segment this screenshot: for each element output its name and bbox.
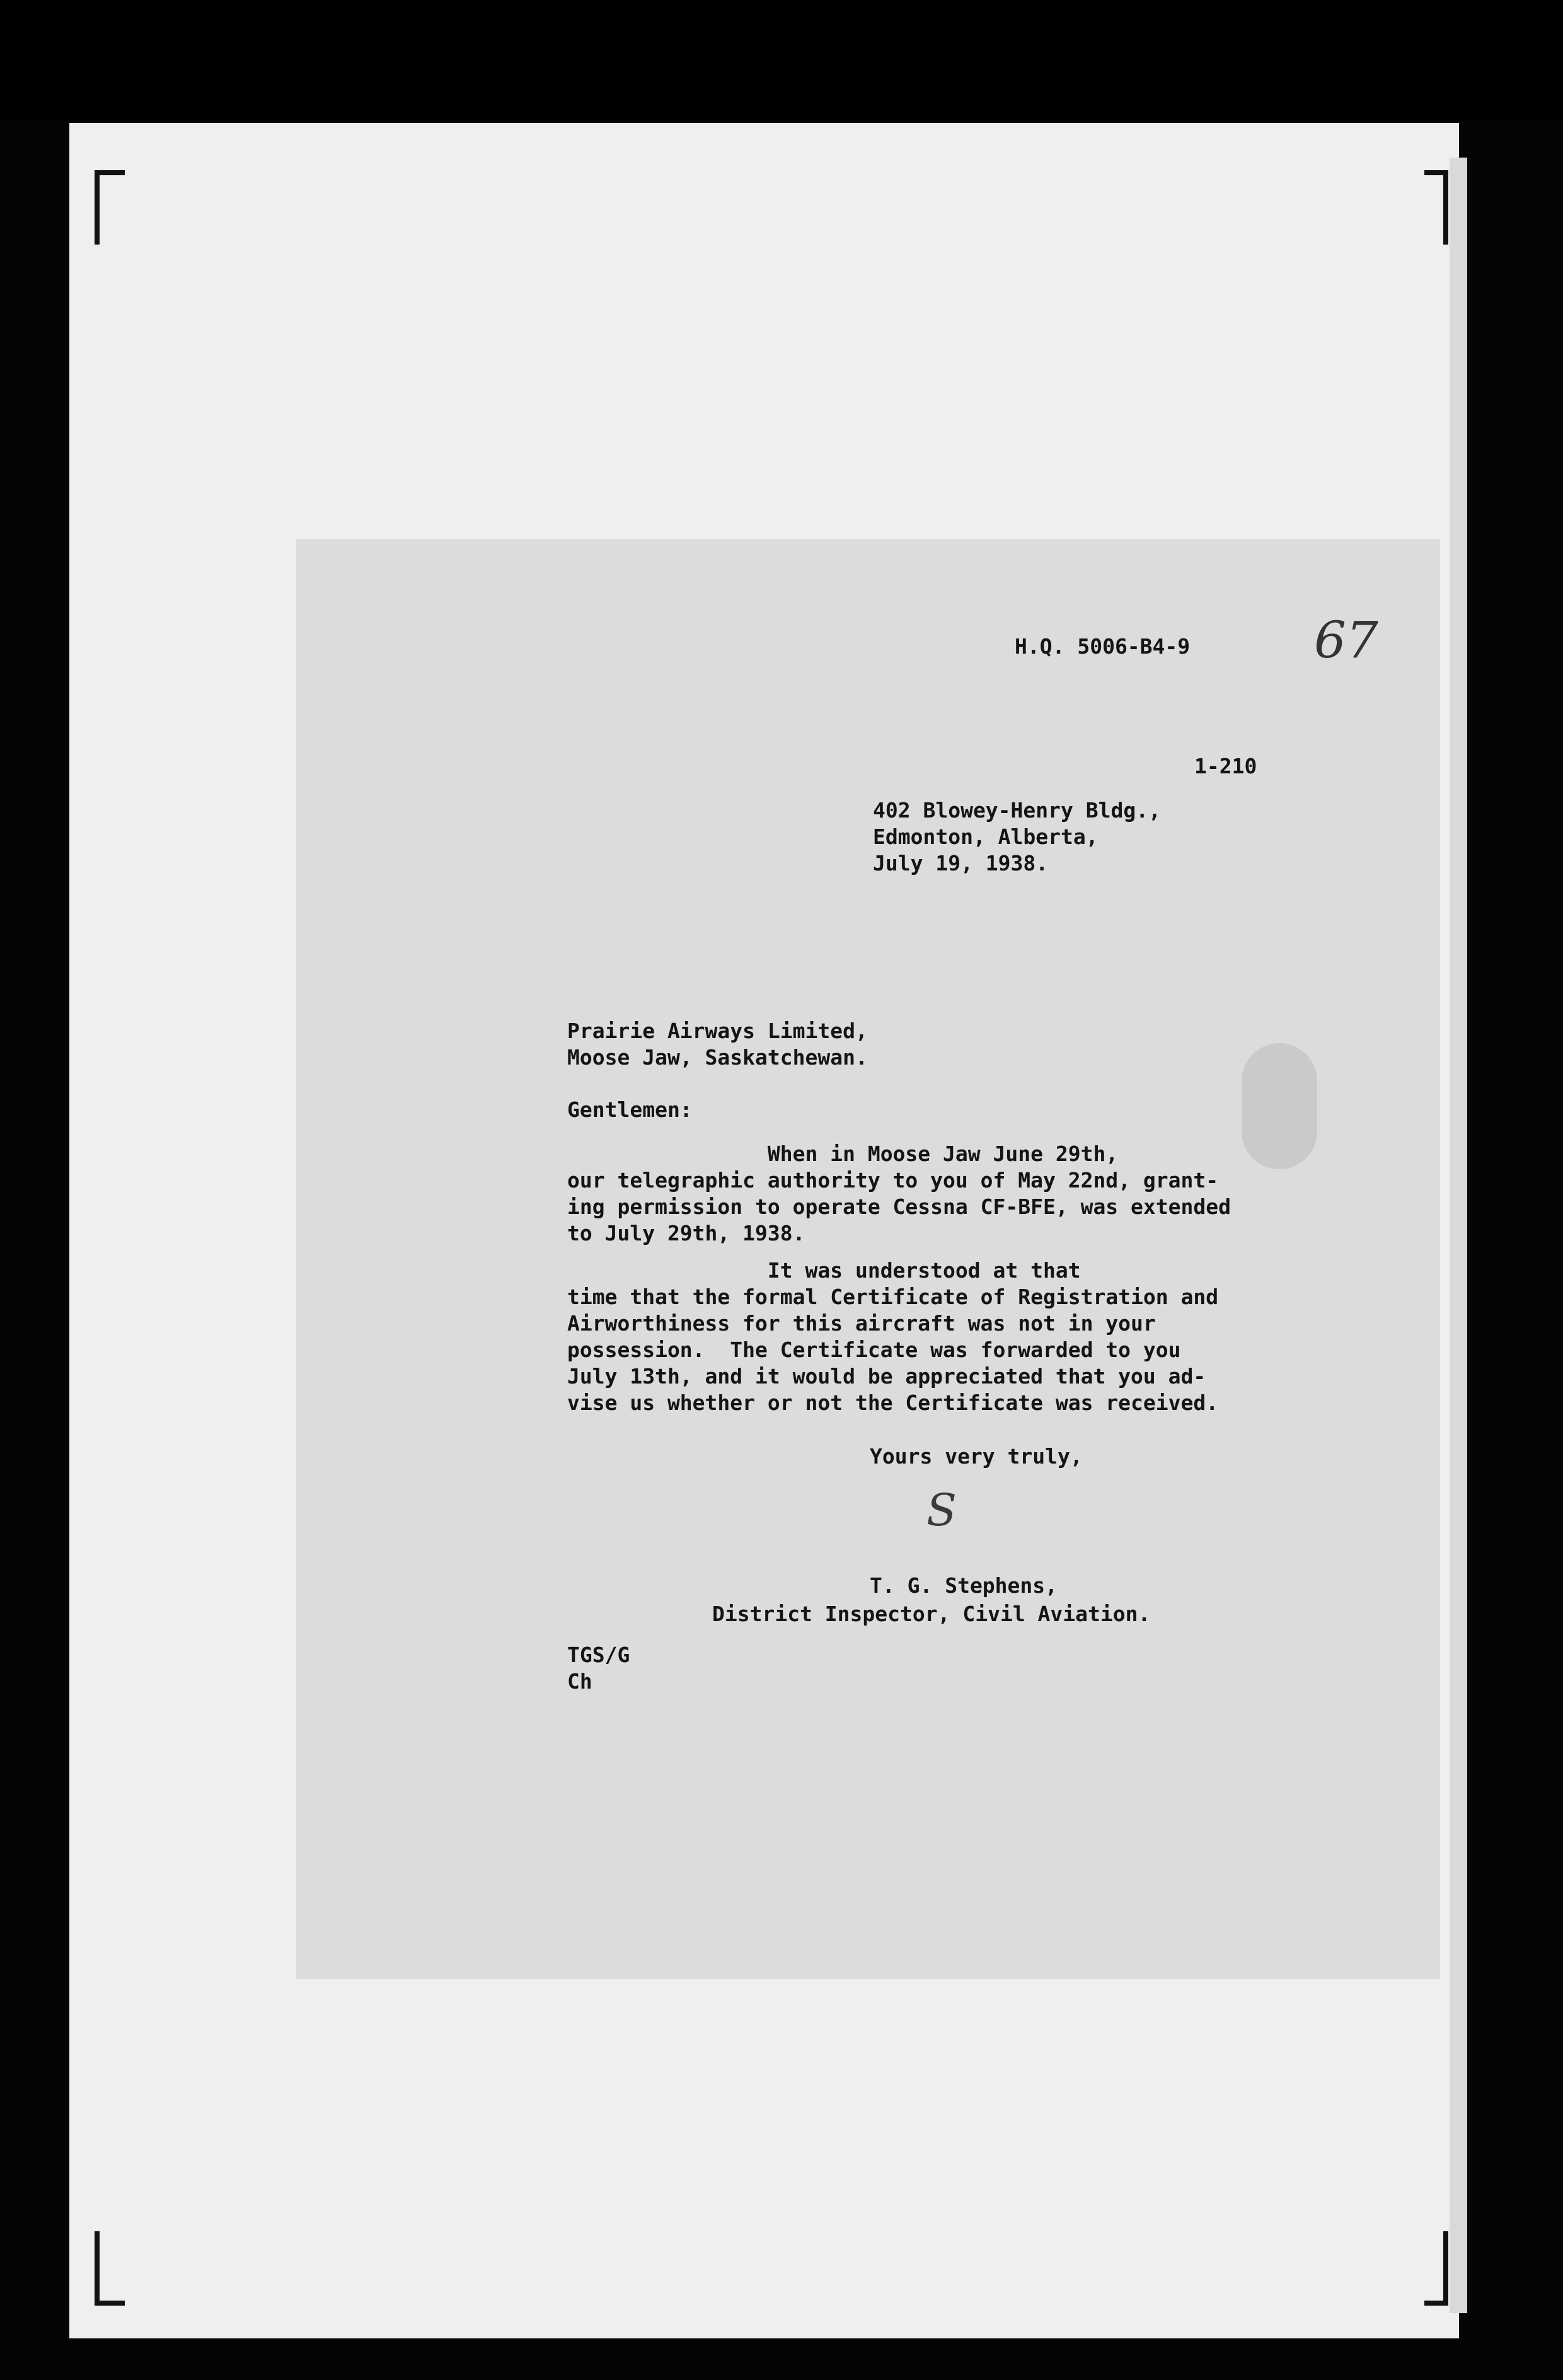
closing: Yours very truly,: [870, 1444, 1083, 1469]
file-reference: H.Q. 5006-B4-9: [1015, 634, 1191, 659]
film-border: [0, 0, 1563, 120]
sender-address: 402 Blowey-Henry Bldg., Edmonton, Alberta, July 19, 1938.: [873, 798, 1161, 875]
letter-page: [296, 539, 1440, 1979]
crop-mark-top-right: [1424, 170, 1448, 245]
typist-initials: TGS/G Ch: [567, 1643, 630, 1694]
crop-mark-bottom-right: [1424, 2231, 1448, 2306]
document-number: 1-210: [1194, 754, 1257, 778]
signatory-name: T. G. Stephens,: [870, 1573, 1058, 1598]
salutation: Gentlemen:: [567, 1097, 693, 1122]
crop-mark-top-left: [95, 170, 125, 245]
ink-smudge: [1242, 1043, 1317, 1169]
page-number: 67: [1314, 611, 1378, 669]
handwritten-signature: S: [926, 1484, 957, 1536]
signatory-title: District Inspector, Civil Aviation.: [712, 1602, 1151, 1626]
body-paragraph-2: It was understood at that time that the formal Certificate of Registration and Airworthiness for this aircraft was not in your possession. The Certificate was forwarded to you July 13th, and it would be appreciated that you ad- vise us whether or not the Certificate was received.: [567, 1258, 1219, 1415]
recipient-address: Prairie Airways Limited, Moose Jaw, Saskatchewan.: [567, 1019, 868, 1070]
body-paragraph-1: When in Moose Jaw June 29th, our telegraphic authority to you of May 22nd, grant- ing permission to operate Cessna CF-BFE, was extended to July 29th, 1938.: [567, 1141, 1231, 1245]
sheet-edge: [1450, 158, 1467, 2313]
crop-mark-bottom-left: [95, 2231, 125, 2306]
